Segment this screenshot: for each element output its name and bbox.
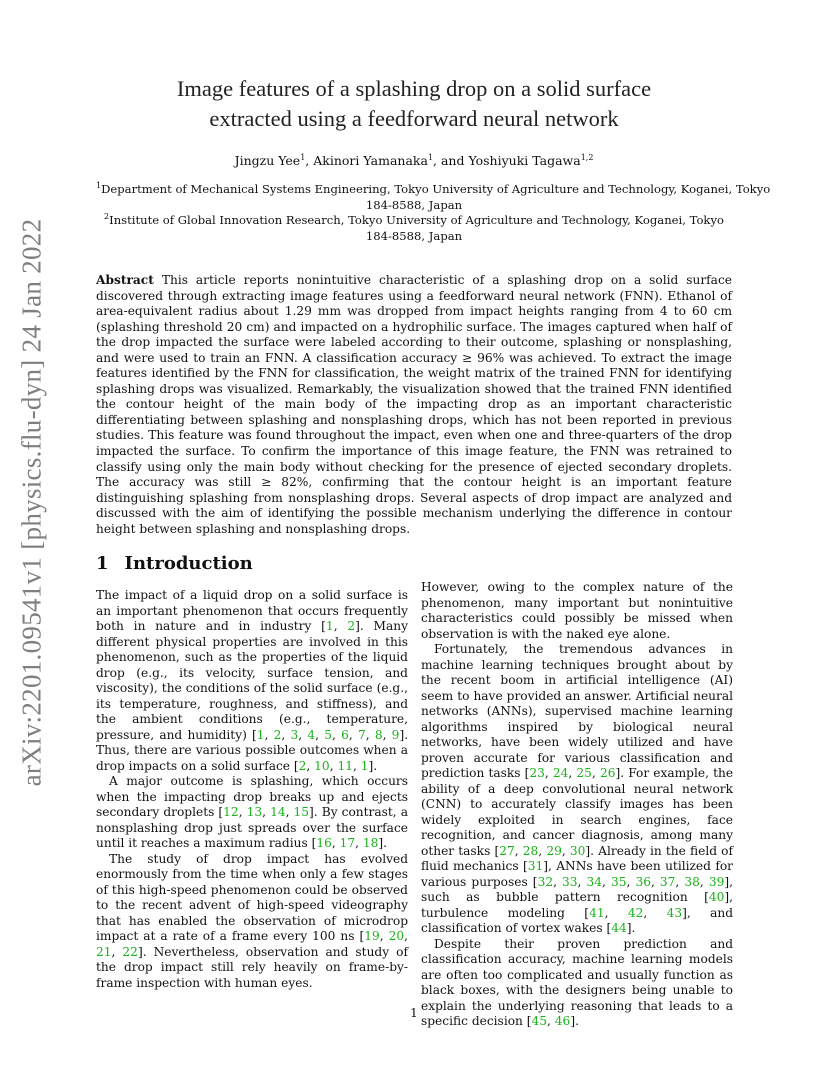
citation-link[interactable]: 4 xyxy=(307,727,316,742)
citation-link[interactable]: 35 xyxy=(610,874,627,889)
author-affiliation-marker: 1 xyxy=(300,153,306,162)
citation-link[interactable]: 34 xyxy=(586,874,603,889)
citation-link[interactable]: 21 xyxy=(96,944,112,959)
section-title: Introduction xyxy=(124,553,253,574)
citation-link[interactable]: 13 xyxy=(246,805,263,819)
citation-link[interactable]: 3 xyxy=(290,727,299,742)
citation-link[interactable]: 1 xyxy=(256,727,265,742)
citation-link[interactable]: 37 xyxy=(659,874,676,889)
citation-link[interactable]: 14 xyxy=(270,805,286,819)
citation-link[interactable]: 40 xyxy=(708,890,725,904)
citation-link[interactable]: 12 xyxy=(223,805,239,819)
citation-link[interactable]: 38 xyxy=(684,874,700,889)
abstract-text: This article reports nonintuitive characteristic of a splashing drop on a solid surface discovered through extracting image features using a feedforward neural network (FNN). Ethanol of area-equivalent radius about 1.29 mm was dropped from impact heights ranging from 4 to 60 cm (splashing threshold 20 cm) and impacted on a hydrophilic surface. The images captured when half of the drop impacted the surface were labeled according to their outcome, splashing or nonsplashing, and were used to train an FNN. A classification accuracy ≥ 96% was achieved. To extract the image features identified by the FNN for classification, the weight matrix of the trained FNN for identifying splashing drops was visualized. Remarkably, the visualization showed that the trained FNN identified the contour height of the main body of the impacting drop as an important characteristic differentiating between splashing and nonsplashing drops, which has not been reported in previous studies. This feature was found throughout the impact, even when one and three-quarters of the drop impacted the surface. To confirm the importance of this image feature, the FNN was retrained to classify using only the main body without checking for the presence of ejected secondary droplets. The accuracy was still ≥ 82%, confirming that the contour height is an important feature distinguishing splashing from nonsplashing drops. Several aspects of drop impact are analyzed and discussed with the aim of identifying the possible mechanism underlying the difference in contour height between splashing and nonsplashing drops. xyxy=(96,273,732,536)
paragraph: The study of drop impact has evolved enormously from the time when only a few stages of this high-speed phenomenon could be observed to the recent advent of high-speed videography that has enabled the observation of microdrop impact at a rate of a frame every 100 ns [19, 20, 21, 22]. Nevertheless, observation and study of the drop impact still rely heavily on frame-by-frame inspection with human eyes. xyxy=(96,851,409,990)
author-name: , Akinori Yamanaka xyxy=(305,153,428,168)
citation-link[interactable]: 15 xyxy=(293,805,310,819)
affiliation-2-postcode: 184-8588, Japan xyxy=(365,228,463,243)
citation-link[interactable]: 45 xyxy=(531,1014,548,1028)
citation-link[interactable]: 46 xyxy=(554,1014,571,1028)
citation-link[interactable]: 9 xyxy=(391,727,400,742)
citation-link[interactable]: 19 xyxy=(364,929,380,943)
arxiv-sidebar-stamp xyxy=(6,218,58,786)
citation-link[interactable]: 6 xyxy=(341,727,349,742)
affiliation-text: Institute of Global Innovation Research, Tokyo University of Agriculture and Technology, Koganei, Tokyo xyxy=(109,213,724,227)
affiliation-2 xyxy=(96,213,732,229)
citation-link[interactable]: 2 xyxy=(298,758,307,773)
paper-title xyxy=(96,74,732,134)
citation-link[interactable]: 2 xyxy=(347,619,356,633)
section-number: 1 xyxy=(96,553,109,574)
author-name: , and Yoshiyuki Tagawa xyxy=(433,153,581,168)
title-line-2: extracted using a feedforward neural network xyxy=(209,106,619,131)
citation-link[interactable]: 1 xyxy=(360,758,369,773)
citation-link[interactable]: 29 xyxy=(546,843,562,858)
paragraph: The impact of a liquid drop on a solid surface is an important phenomenon that occurs frequently both in nature and in industry [1, 2]. Many different physical properties are involved in this phenomenon, such as the properties of the liquid drop (e.g., its velocity, surface tension, and viscosity), the conditions of the solid surface (e.g., its temperature, roughness, and stiffness), and the ambient conditions (e.g., temperature, pressure, and humidity) [1, 2, 3, 4, 5, 6, 7, 8, 9]. Thus, there are various possible outcomes when a drop impacts on a solid surface [2, 10, 11, 1]. xyxy=(96,588,409,773)
citation-link[interactable]: 23 xyxy=(529,766,545,780)
citation-link[interactable]: 44 xyxy=(611,921,627,935)
citation-link[interactable]: 11 xyxy=(337,758,353,773)
section-heading xyxy=(96,552,253,576)
citation-link[interactable]: 33 xyxy=(562,874,578,889)
title-line-1: Image features of a splashing drop on a solid surface xyxy=(176,76,652,101)
citation-link[interactable]: 30 xyxy=(569,843,586,858)
citation-link[interactable]: 16 xyxy=(316,836,332,850)
citation-link[interactable]: 8 xyxy=(374,727,383,742)
citation-link[interactable]: 43 xyxy=(666,905,683,920)
author-affiliation-marker: 1 xyxy=(427,153,434,162)
citation-link[interactable]: 31 xyxy=(527,859,544,873)
affiliation-marker: 1 xyxy=(96,181,102,190)
citation-link[interactable]: 32 xyxy=(537,874,554,889)
citation-link[interactable]: 27 xyxy=(499,843,515,858)
citation-link[interactable]: 36 xyxy=(635,874,651,889)
citation-link[interactable]: 42 xyxy=(627,905,644,920)
citation-link[interactable]: 41 xyxy=(589,905,605,920)
citation-link[interactable]: 1 xyxy=(325,619,334,633)
citation-link[interactable]: 10 xyxy=(314,758,330,773)
citation-link[interactable]: 18 xyxy=(362,836,379,850)
citation-link[interactable]: 20 xyxy=(388,929,405,943)
right-column xyxy=(421,580,733,1030)
paragraph: A major outcome is splashing, which occurs when the impacting drop breaks up and ejects secondary droplets [12, 13, 14, 15]. By contrast, a nonsplashing drop just spreads over the surface until it reaches a maximum radius [16, 17, 18]. xyxy=(96,774,408,850)
page-number: 1 xyxy=(410,1006,418,1020)
author-list xyxy=(96,152,732,170)
citation-link[interactable]: 5 xyxy=(324,727,332,742)
affiliations xyxy=(96,181,771,244)
left-column xyxy=(96,588,408,991)
citation-link[interactable]: 28 xyxy=(522,843,539,858)
paragraph: Fortunately, the tremendous advances in machine learning techniques brought about by the recent boom in artificial intelligence (AI) seem to have provided an answer. Artificial neural networks (ANNs), supervised machine learning algorithms inspired by biological neural networks, have been widely utilized and have proven accurate for various classification and prediction tasks [23, 24, 25, 26]. For example, the ability of a deep convolutional neural network (CNN) to accurately classify images has been widely exploited in search engines, face recognition, and cancer diagnosis, among many other tasks [27, 28, 29, 30]. Already in the field of fluid mechanics [31], ANNs have been utilized for various purposes [32, 33, 34, 35, 36, 37, 38, 39], such as bubble pattern recognition [40], turbulence modeling [41, 42, 43], and classification of vortex wakes [44]. xyxy=(421,642,734,935)
affiliation-1-postcode: 184-8588, Japan xyxy=(365,197,463,212)
abstract xyxy=(96,273,732,537)
abstract-heading: Abstract xyxy=(96,273,154,287)
citation-link[interactable]: 7 xyxy=(357,727,366,742)
citation-link[interactable]: 25 xyxy=(576,766,592,780)
affiliation-marker: 2 xyxy=(104,212,110,221)
paragraph: Despite their proven prediction and classification accuracy, machine learning models are often too complicated and usually function as black boxes, with the designers being unable to explain the underlying reasoning that leads to a specific decision [45, 46]. xyxy=(421,936,733,1028)
paragraph: However, owing to the complex nature of the phenomenon, many important but nonintuitive characteristics could possibly be missed when observation is with the naked eye alone. xyxy=(421,580,733,641)
citation-link[interactable]: 22 xyxy=(122,944,138,959)
citation-link[interactable]: 39 xyxy=(708,874,725,889)
citation-link[interactable]: 2 xyxy=(273,727,282,742)
citation-link[interactable]: 17 xyxy=(339,836,356,850)
affiliation-text: Department of Mechanical Systems Engineering, Tokyo University of Agriculture and Technology, Koganei, Tokyo xyxy=(101,182,771,196)
affiliation-1 xyxy=(96,181,771,198)
arxiv-identifier: arXiv:2201.09541v1 [physics.flu-dyn] 24 Jan 2022 xyxy=(16,218,47,786)
author-affiliation-marker: 1,2 xyxy=(580,153,594,162)
citation-link[interactable]: 26 xyxy=(599,766,616,780)
citation-link[interactable]: 24 xyxy=(552,766,569,780)
author-name: Jingzu Yee xyxy=(234,153,301,168)
